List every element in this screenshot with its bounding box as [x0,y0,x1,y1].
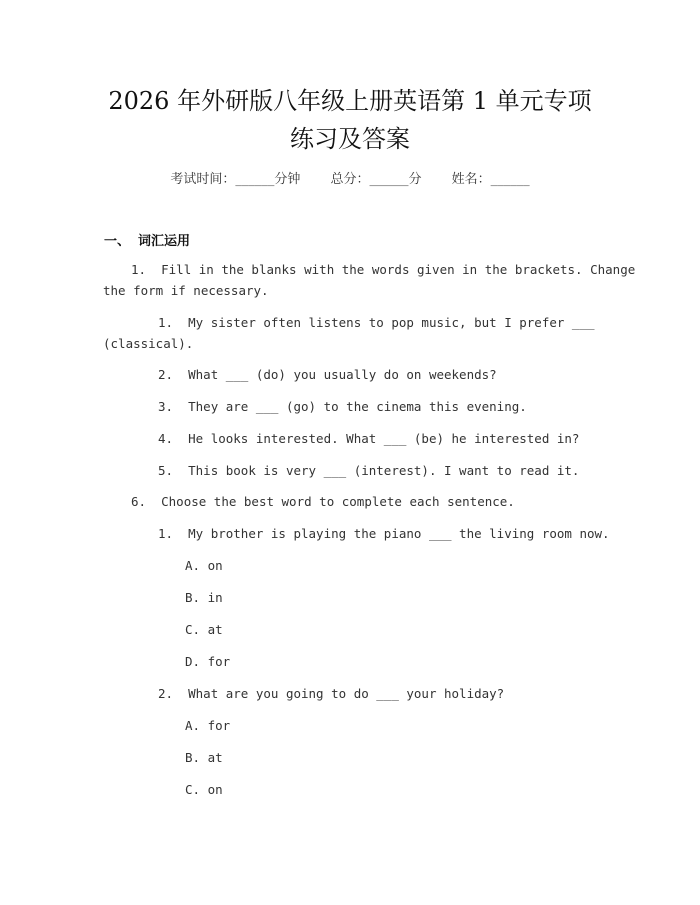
name-blank: ______ [490,172,530,187]
item-number: 3. [158,399,174,414]
item-text: My sister often listens to pop music, but I prefer ___ [188,315,595,330]
time-unit: 分钟 [274,172,301,187]
list-item [158,396,527,417]
list-item [158,428,579,449]
section-heading [104,230,190,249]
list-item [158,523,610,544]
option: C. at [185,622,223,637]
question-1-cont: the form if necessary. [103,283,269,298]
option: D. for [185,654,231,669]
document-title [0,82,700,158]
question-1 [131,259,635,280]
question-number: 1. [131,262,147,277]
option: A. on [185,558,223,573]
option: B. in [185,590,223,605]
list-item [158,364,497,385]
list-item-cont: (classical). [103,336,194,351]
item-text: They are ___ (go) to the cinema this evening. [188,399,527,414]
question-number: 6. [131,494,147,509]
time-field [170,172,300,187]
item-number: 4. [158,431,174,446]
item-number: 5. [158,463,174,478]
item-number: 1. [158,315,174,330]
item-text: What are you going to do ___ your holiday? [188,686,505,701]
score-unit: 分 [408,172,422,187]
name-label: 姓名： [451,172,491,187]
item-text: My brother is playing the piano ___ the living room now. [188,526,610,541]
option: B. at [185,750,223,765]
exam-meta [0,168,700,187]
item-number: 2. [158,367,174,382]
item-number: 1. [158,526,174,541]
score-blank: ______ [369,172,409,187]
score-field [330,172,421,187]
section-title: 词汇运用 [138,234,191,249]
option: A. for [185,718,231,733]
name-field [452,172,530,187]
score-label: 总分： [330,172,370,187]
question-text: Fill in the blanks with the words given in the brackets. Change [161,262,636,277]
option: C. on [185,782,223,797]
list-item [158,683,504,704]
title-line-1: 2026 年外研版八年级上册英语第 1 单元专项 [108,87,592,115]
item-text: This book is very ___ (interest). I want to read it. [188,463,580,478]
item-text: What ___ (do) you usually do on weekends? [188,367,497,382]
item-text: He looks interested. What ___ (be) he interested in? [188,431,580,446]
time-blank: ______ [235,172,275,187]
question-6 [131,491,515,512]
list-item [158,460,579,481]
list-item [158,312,595,333]
item-number: 2. [158,686,174,701]
section-number: 一、 [104,234,131,249]
time-label: 考试时间： [170,172,236,187]
question-text: Choose the best word to complete each sentence. [161,494,515,509]
title-line-2: 练习及答案 [290,125,410,153]
